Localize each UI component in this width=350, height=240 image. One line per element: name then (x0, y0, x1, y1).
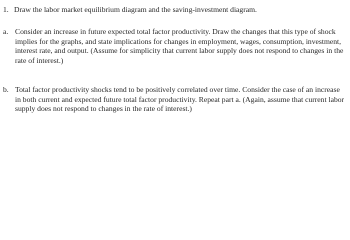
question-a-marker: a. (3, 27, 9, 36)
question-a (3, 27, 348, 65)
question-a-text: Consider an increase in future expected total factor productivity. Draw the changes that this type of shock implies for the graphs, and state implications for changes in employment, wages, consumption, investment, interest rate, and output. (Assume for simplicity that current labor supply does not respond to changes in the rate of interest.) (15, 27, 344, 65)
question-1 (3, 5, 348, 15)
question-1-text: Draw the labor market equilibrium diagram and the saving-investment diagram. (14, 5, 257, 14)
question-b-marker: b. (3, 85, 9, 94)
question-b (3, 85, 348, 114)
question-b-text: Total factor productivity shocks tend to be positively correlated over time. Consider the case of an increase in both current and expected future total factor productivity. Repeat part a. (Again, assume that current labor supply does not respond to changes in the rate of interest.) (15, 85, 345, 114)
question-1-number: 1. (3, 5, 9, 14)
